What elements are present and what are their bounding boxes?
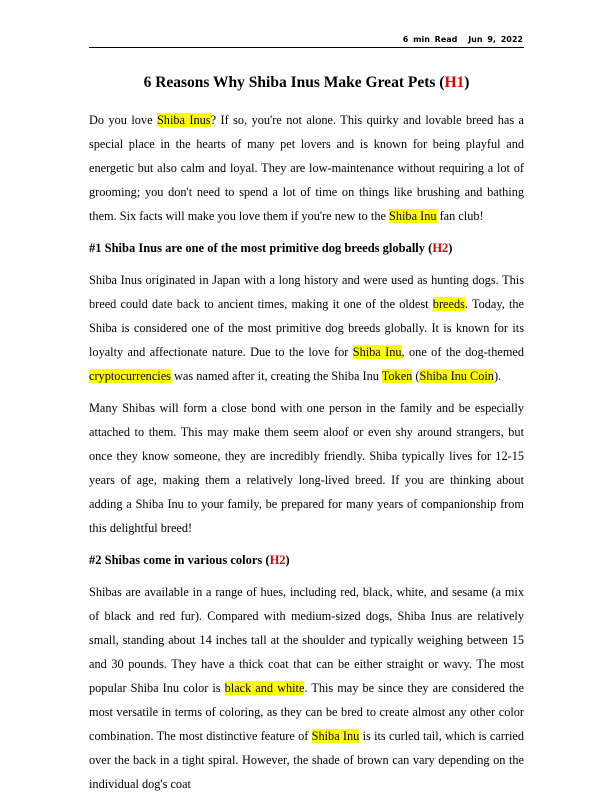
heading-tag: H2: [432, 241, 449, 255]
text-segment: Shiba Inus originated in Japan with a long history and were used as hunting dogs. This breed could date back to ancient times, making it one of the oldest: [89, 273, 524, 311]
title-tag: H1: [444, 74, 465, 91]
article-meta: [397, 35, 523, 44]
text-segment: , one of the dog-themed: [401, 345, 524, 359]
highlighted-keyword: Shiba Inu: [352, 345, 402, 359]
paragraph: [89, 580, 524, 796]
section-heading: [89, 236, 524, 260]
text-segment: was named after it, creating the Shiba Inu: [170, 369, 382, 383]
text-segment: is its curled tail, which is carried over the back in a tight spiral. However, the shade of brown can vary depending on the individual dog's coat: [89, 729, 524, 791]
paragraph: [89, 108, 524, 228]
article-blocks: [89, 108, 524, 796]
highlighted-keyword: breeds: [432, 297, 465, 311]
title-close: ): [464, 74, 470, 91]
publish-date: Jun 9, 2022: [468, 35, 523, 44]
paragraph: [89, 396, 524, 540]
header-divider: [89, 47, 524, 48]
highlighted-keyword: Shiba Inus: [156, 113, 211, 127]
text-segment: ): [448, 241, 453, 255]
text-segment: ).: [493, 369, 502, 383]
paragraph: [89, 268, 524, 388]
highlighted-keyword: cryptocurrencies: [89, 369, 171, 383]
text-segment: #2 Shibas come in various colors (: [89, 553, 270, 567]
text-segment: #1 Shiba Inus are one of the most primitive dog breeds globally (: [89, 241, 433, 255]
text-segment: . Today, the Shiba is considered one of the most primitive dog breeds globally. It is known for its loyalty and affectionate nature. Due to the love for: [89, 297, 524, 359]
highlighted-keyword: Shiba Inu: [389, 209, 437, 223]
title-text: 6 Reasons Why Shiba Inus Make Great Pets (: [143, 74, 445, 91]
article-body: [89, 72, 524, 804]
text-segment: Many Shibas will form a close bond with one person in the family and be especially attached to them. This may make them seem aloof or even shy around strangers, but once they know someone, they are incredibly friendly. Shiba typically lives for 12-15 years of age, making them a relatively long-lived breed. If you are thinking about adding a Shiba Inu to your family, be prepared for many years of companionship from this delightful breed!: [89, 401, 524, 535]
highlighted-keyword: Shiba Inu: [311, 729, 360, 743]
text-segment: Shibas are available in a range of hues, including red, black, white, and sesame (a mix of black and red fur). Compared with medium-sized dogs, Shiba Inus are relatively small, standing about 14 inches tall at the shoulder and typically weighing between 15 and 30 pounds. They have a thick coat that can be either straight or wavy. The most popular Shiba Inu color is: [89, 585, 524, 695]
text-segment: ): [285, 553, 290, 567]
page-title: [89, 72, 524, 94]
text-segment: Do you love: [89, 113, 157, 127]
heading-tag: H2: [269, 553, 286, 567]
section-heading: [89, 548, 524, 572]
text-segment: ? If so, you're not alone. This quirky and lovable breed has a special place in the hearts of many pet lovers and is known for being playful and energetic but also calm and loyal. They are low-maintenance without requiring a lot of grooming; you don't need to spend a lot of time on things like brushing and bathing them. Six facts will make you love them if you're new to the: [89, 113, 525, 223]
highlighted-keyword: Shiba Inu Coin: [419, 369, 494, 383]
text-segment: (: [412, 369, 420, 383]
read-time: 6 min Read: [402, 35, 458, 44]
highlighted-keyword: black and white: [224, 681, 305, 695]
text-segment: . This may be since they are considered the most versatile in terms of coloring, as they can be bred to create almost any other color combination. The most distinctive feature of: [89, 681, 524, 743]
text-segment: fan club!: [436, 209, 484, 223]
highlighted-keyword: Token: [381, 369, 413, 383]
